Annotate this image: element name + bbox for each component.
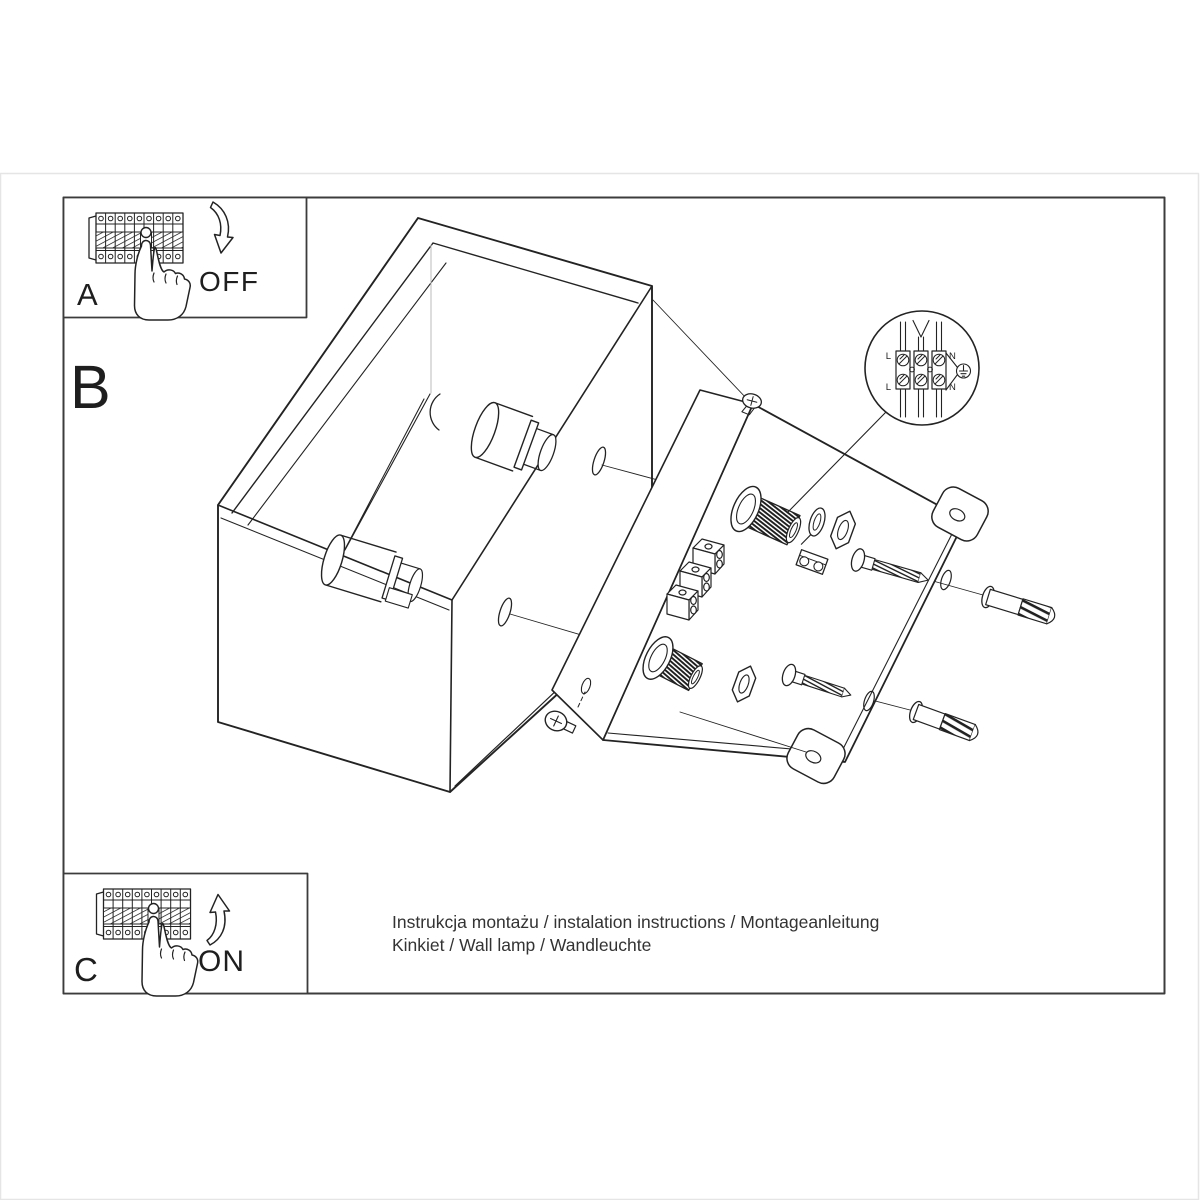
terminal-label-l-top: L: [885, 351, 891, 362]
breaker-switch-knob: [141, 228, 151, 238]
caption-line-1: Instrukcja montażu / instalation instructions / Montageanleitung: [392, 912, 880, 932]
terminal-label-n-bottom: N: [949, 382, 956, 393]
step-b-label: B: [70, 353, 111, 421]
caption-line-2: Kinkiet / Wall lamp / Wandleuchte: [392, 935, 652, 955]
step-c-box: [64, 874, 308, 997]
step-c-label: C: [74, 951, 98, 988]
step-a-action: OFF: [199, 266, 260, 297]
step-a-box: [64, 198, 307, 321]
terminal-label-l-bottom: L: [885, 382, 891, 393]
step-c-action: ON: [198, 945, 245, 978]
terminal-label-n-top: N: [949, 351, 956, 362]
step-a-label: A: [77, 277, 98, 312]
